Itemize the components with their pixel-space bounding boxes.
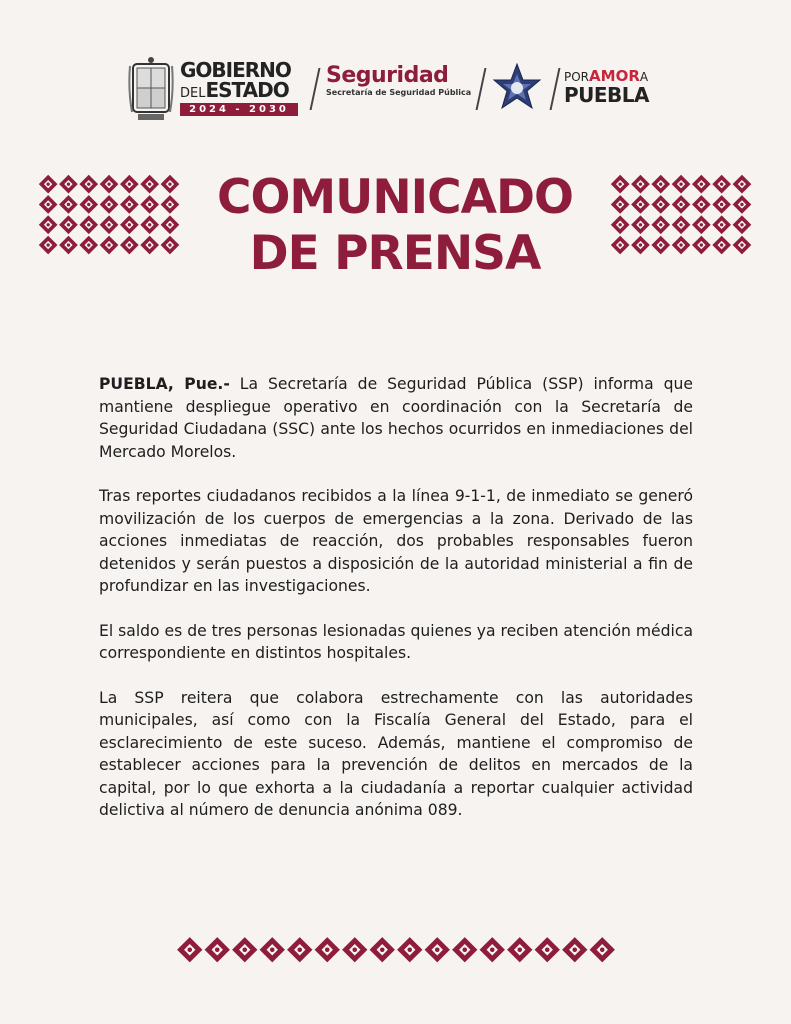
ornament-motif (590, 937, 615, 962)
puebla-word: PUEBLA (564, 83, 650, 107)
ornament-motif (79, 175, 98, 194)
paragraph-3: El saldo es de tres personas lesionadas quienes ya reciben atención médica correspondiente en distintos hospitales. (99, 621, 694, 662)
ornament-motif (425, 937, 450, 962)
ornament-motif (120, 195, 139, 214)
ornament-motif (120, 236, 139, 255)
ornament-motif (631, 236, 650, 255)
ornament-motif (692, 215, 711, 234)
coat-of-arms-icon (128, 56, 174, 122)
ornament-motif (672, 195, 691, 214)
ornament-motif (611, 215, 630, 234)
ornament-motif (140, 195, 159, 214)
ornament-motif (651, 236, 670, 255)
ornament-motif (672, 236, 691, 255)
ornament-motif (397, 937, 422, 962)
ornament-motif (315, 937, 340, 962)
ornament-motif (692, 195, 711, 214)
ornament-motif (507, 937, 532, 962)
ornament-motif (712, 215, 731, 234)
gobierno-logo (180, 60, 298, 116)
ornament-motif (712, 175, 731, 194)
ornament-motif (733, 195, 752, 214)
ornament-motif (140, 236, 159, 255)
ornament-motif (651, 175, 670, 194)
ornament-motif (733, 236, 752, 255)
divider (310, 68, 321, 110)
ornament-motif (59, 175, 78, 194)
ornament-motif (692, 175, 711, 194)
paragraph-2: Tras reportes ciudadanos recibidos a la línea 9-1-1, de inmediato se generó movilización de los cuerpos de emergencias a la zona. Derivado de las acciones inmediatas de reacción, dos probables responsables fueron detenidos y serán puestos a disposición de la autoridad ministerial a fin de profundizar en las investigaciones. (99, 487, 693, 595)
ornament-motif (342, 937, 367, 962)
ornament-motif (631, 175, 650, 194)
ornament-motif (120, 215, 139, 234)
ornament-motif (79, 215, 98, 234)
right-ornament-pattern (610, 174, 752, 258)
paragraph-1 (99, 373, 693, 463)
del-estado-word (180, 80, 298, 100)
ornament-motif (631, 215, 650, 234)
ornament-motif (611, 195, 630, 214)
por-word: POR (564, 70, 590, 84)
ornament-motif (672, 215, 691, 234)
ornament-motif (120, 175, 139, 194)
ornament-motif (712, 236, 731, 255)
a-word: A (639, 70, 649, 84)
header-logos (128, 52, 668, 126)
ornament-motif (39, 195, 58, 214)
page-title (190, 170, 600, 282)
ornament-motif (100, 175, 119, 194)
ornament-motif (260, 937, 285, 962)
ornament-motif (672, 175, 691, 194)
ornament-motif (161, 215, 180, 234)
estado-word: ESTADO (205, 78, 289, 102)
ornament-motif (535, 937, 560, 962)
title-line-2: DE PRENSA (249, 226, 541, 281)
ornament-motif (480, 937, 505, 962)
seguridad-subtitle: Secretaría de Seguridad Pública (326, 88, 472, 97)
dateline: PUEBLA, Pue.- (99, 375, 230, 393)
paragraph-1-text: La Secretaría de Seguridad Pública (SSP) informa que mantiene despliegue operativo en coordinación con la Secretaría de Seguridad Ciudadana (SSC) ante los hechos ocurridos en inmediaciones del Mercado Morelos. (99, 375, 693, 461)
amor-word: AMOR (589, 67, 640, 85)
ornament-motif (712, 195, 731, 214)
ornament-motif (733, 175, 752, 194)
title-line-1: COMUNICADO (216, 170, 574, 225)
divider (476, 68, 487, 110)
ornament-motif (39, 175, 58, 194)
ornament-motif (452, 937, 477, 962)
ornament-motif (100, 195, 119, 214)
ornament-motif (562, 937, 587, 962)
ornament-motif (100, 215, 119, 234)
ornament-motif (651, 215, 670, 234)
ornament-motif (140, 215, 159, 234)
ornament-motif (59, 215, 78, 234)
ornament-motif (100, 236, 119, 255)
ornament-motif (370, 937, 395, 962)
bottom-ornament-pattern (176, 936, 616, 964)
divider (550, 68, 561, 110)
police-badge-icon (490, 62, 544, 116)
ornament-motif (232, 937, 257, 962)
left-ornament-pattern (38, 174, 180, 258)
ornament-motif (692, 236, 711, 255)
press-release-body (99, 373, 693, 844)
del-word: DEL (180, 86, 206, 101)
ornament-motif (59, 236, 78, 255)
por-amor-a-puebla-logo (564, 68, 674, 105)
years-badge: 2024 - 2030 (180, 103, 298, 116)
ornament-motif (733, 215, 752, 234)
ornament-motif (287, 937, 312, 962)
ornament-motif (79, 195, 98, 214)
ornament-motif (631, 195, 650, 214)
paragraph-4: La SSP reitera que colabora estrechamente con las autoridades municipales, así como con la Fiscalía General del Estado, para el esclarecimiento de este suceso. Además, mantiene el compromiso de establecer acciones para la prevención de delitos en mercados de la capital, por lo que exhorta a la ciudadanía a reportar cualquier actividad delictiva al número de denuncia anónima 089. (99, 688, 693, 819)
ornament-motif (79, 236, 98, 255)
ornament-motif (611, 175, 630, 194)
ornament-motif (140, 175, 159, 194)
seguridad-logo (326, 64, 476, 97)
ornament-motif (205, 937, 230, 962)
gobierno-word: GOBIERNO (180, 58, 291, 82)
ornament-motif (39, 215, 58, 234)
seguridad-title: Seguridad (326, 63, 449, 88)
ornament-motif (177, 937, 202, 962)
ornament-motif (611, 236, 630, 255)
ornament-motif (161, 195, 180, 214)
ornament-motif (59, 195, 78, 214)
ornament-motif (161, 236, 180, 255)
ornament-motif (39, 236, 58, 255)
ornament-motif (651, 195, 670, 214)
ornament-motif (161, 175, 180, 194)
